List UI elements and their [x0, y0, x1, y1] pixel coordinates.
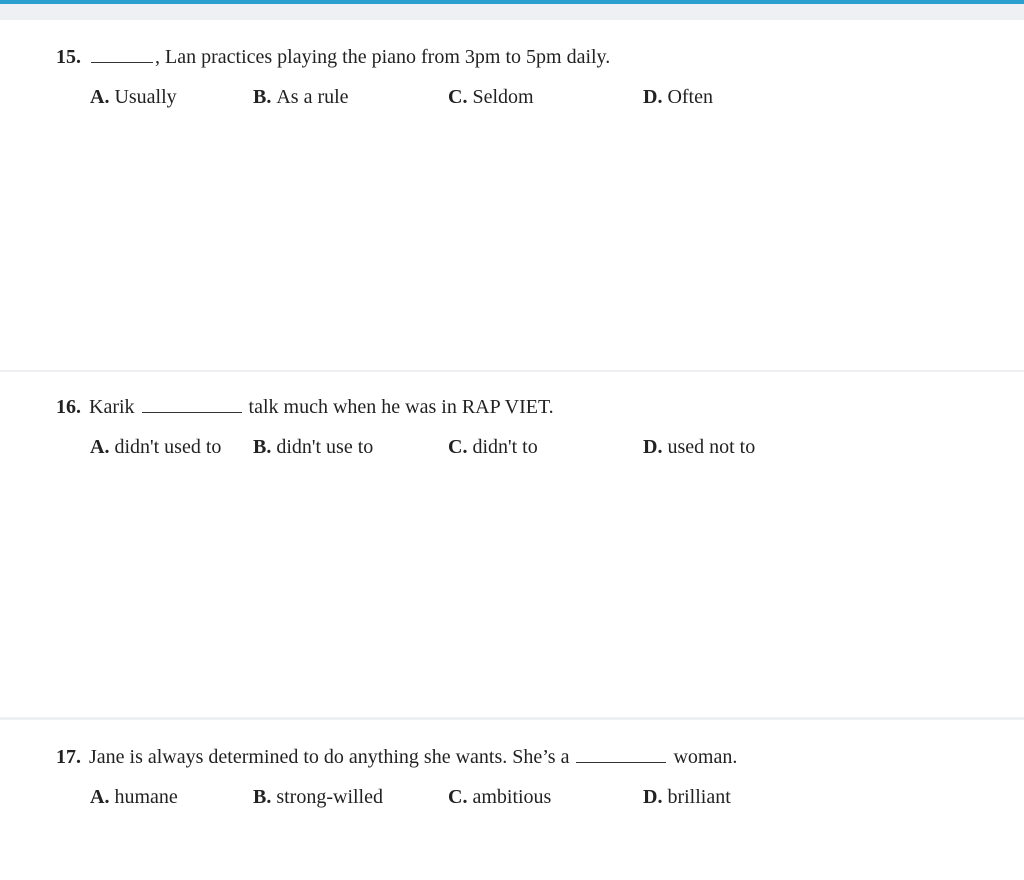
- option-b[interactable]: [253, 786, 383, 809]
- option-d[interactable]: [643, 436, 755, 459]
- option-letter: D.: [643, 786, 663, 808]
- stem-text-before: Jane is always determined to do anything she wants. She’s a: [89, 746, 570, 768]
- option-letter: A.: [90, 86, 110, 108]
- option-text: didn't use to: [276, 436, 374, 458]
- option-text: didn't to: [472, 436, 538, 458]
- option-b[interactable]: [253, 436, 373, 459]
- option-letter: A.: [90, 786, 110, 808]
- option-text: ambitious: [472, 786, 552, 808]
- answer-blank: [142, 411, 242, 413]
- option-text: As a rule: [276, 86, 349, 108]
- option-letter: B.: [253, 86, 272, 108]
- option-letter: C.: [448, 86, 468, 108]
- option-a[interactable]: [90, 86, 177, 109]
- option-letter: D.: [643, 436, 663, 458]
- stem-text-after: woman.: [673, 746, 738, 768]
- option-text: used not to: [667, 436, 756, 458]
- stem-text-before: Karik: [89, 396, 135, 418]
- stem-text-after: talk much when he was in RAP VIET.: [248, 396, 554, 418]
- question-card-17: [0, 720, 1024, 880]
- stem-text: , Lan practices playing the piano from 3pm to 5pm daily.: [155, 46, 611, 68]
- option-letter: D.: [643, 86, 663, 108]
- option-a[interactable]: [90, 786, 178, 809]
- option-d[interactable]: [643, 786, 731, 809]
- question-card-15: [0, 20, 1024, 370]
- option-text: humane: [114, 786, 178, 808]
- option-d[interactable]: [643, 86, 713, 109]
- top-accent-bar: [0, 0, 1024, 4]
- option-letter: B.: [253, 436, 272, 458]
- option-letter: A.: [90, 436, 110, 458]
- option-a[interactable]: [90, 436, 221, 459]
- question-stem: [56, 46, 610, 69]
- option-c[interactable]: [448, 86, 534, 109]
- question-stem: [56, 746, 737, 769]
- option-letter: C.: [448, 436, 468, 458]
- option-text: Usually: [114, 86, 177, 108]
- option-text: strong-willed: [276, 786, 383, 808]
- option-text: didn't used to: [114, 436, 222, 458]
- question-stem: [56, 396, 554, 419]
- option-b[interactable]: [253, 86, 349, 109]
- option-text: Seldom: [472, 86, 534, 108]
- answer-blank: [91, 61, 153, 63]
- question-number: 15.: [56, 46, 81, 68]
- question-card-16: [0, 372, 1024, 717]
- option-text: brilliant: [667, 786, 731, 808]
- option-letter: B.: [253, 786, 272, 808]
- option-letter: C.: [448, 786, 468, 808]
- question-number: 17.: [56, 746, 81, 768]
- option-c[interactable]: [448, 436, 538, 459]
- question-number: 16.: [56, 396, 81, 418]
- answer-blank: [576, 761, 666, 763]
- option-c[interactable]: [448, 786, 551, 809]
- option-text: Often: [667, 86, 713, 108]
